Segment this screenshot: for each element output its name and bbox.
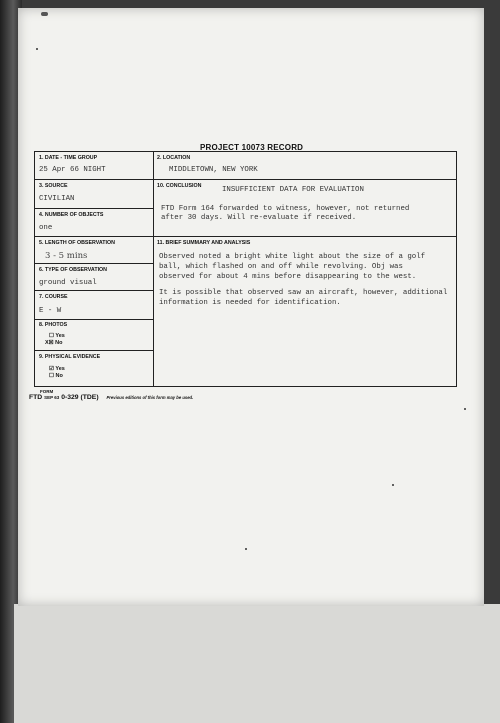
location-value: MIDDLETOWN, NEW YORK <box>169 166 258 174</box>
evidence-yes-option <box>49 366 65 372</box>
footer-ftd: FTD <box>29 394 43 401</box>
source-value: CIVILIAN <box>39 195 75 203</box>
record-form <box>34 151 457 387</box>
footer-note: Previous editions of this form may be used. <box>106 395 194 400</box>
form-footer <box>29 394 193 401</box>
summary-line: ball, which flashed on and off while revolving. Obj was <box>159 263 403 271</box>
conclusion-value: INSUFFICIENT DATA FOR EVALUATION <box>222 186 364 194</box>
footer-form-number: 0-329 (TDE) <box>61 394 99 401</box>
photos-label: 8. PHOTOS <box>39 322 68 328</box>
checkbox-empty-icon: ☐ <box>49 333 54 339</box>
physical-evidence-label: 9. PHYSICAL EVIDENCE <box>39 354 101 360</box>
speck <box>464 408 466 410</box>
punch-hole <box>41 12 48 16</box>
rule <box>35 208 153 209</box>
summary-line: observed for about 4 mins before disappearing to the west. <box>159 273 417 281</box>
number-of-objects-label: 4. NUMBER OF OBJECTS <box>39 212 104 218</box>
rule <box>35 236 456 237</box>
checkbox-checked-icon: X☒ <box>45 340 54 346</box>
source-label: 3. SOURCE <box>39 183 68 189</box>
type-of-observation-value: ground visual <box>39 279 97 287</box>
number-of-objects-value: one <box>39 224 53 232</box>
photos-yes-label: Yes <box>55 333 65 339</box>
evidence-no-label: No <box>55 373 63 379</box>
brief-summary-label: 11. BRIEF SUMMARY AND ANALYSIS <box>157 240 251 246</box>
evidence-yes-label: Yes <box>55 366 65 372</box>
checkbox-checked-icon: ☑ <box>49 366 54 372</box>
column-divider <box>153 152 154 386</box>
length-of-observation-label: 5. LENGTH OF OBSERVATION <box>39 240 115 246</box>
summary-line: It is possible that observed saw an aircraft, however, additional <box>159 289 448 297</box>
conclusion-label: 10. CONCLUSION <box>157 183 202 189</box>
date-time-label: 1. DATE - TIME GROUP <box>39 155 98 161</box>
rule <box>35 319 153 320</box>
evidence-no-option <box>49 373 63 379</box>
checkbox-empty-icon: ☐ <box>49 373 54 379</box>
document-title: PROJECT 10073 RECORD <box>200 143 304 152</box>
summary-line: Observed noted a bright white light about the size of a golf <box>159 253 426 261</box>
speck <box>392 484 394 486</box>
course-label: 7. COURSE <box>39 294 68 300</box>
type-of-observation-label: 6. TYPE OF OBSERVATION <box>39 267 107 273</box>
photos-yes-option <box>49 333 65 339</box>
rule <box>35 290 153 291</box>
date-time-value: 25 Apr 66 NIGHT <box>39 166 106 174</box>
photos-no-option <box>45 340 62 346</box>
summary-line: information is needed for identification. <box>159 299 341 307</box>
footer-form-word: FORM <box>40 389 54 394</box>
footer-sep63: SEP 63 <box>44 395 60 400</box>
speck <box>36 48 38 50</box>
length-of-observation-value: 3 - 5 mins <box>45 251 88 261</box>
rule <box>35 350 153 351</box>
lower-sheet <box>14 604 500 723</box>
course-value: E - W <box>39 307 62 315</box>
conclusion-note-line: FTD Form 164 forwarded to witness, however, not returned <box>161 205 410 213</box>
speck <box>245 548 247 550</box>
rule <box>35 179 456 180</box>
conclusion-note-line: after 30 days. Will re-evaluate if received. <box>161 214 357 222</box>
rule <box>35 263 153 264</box>
location-label: 2. LOCATION <box>157 155 191 161</box>
photos-no-label: No <box>55 340 63 346</box>
